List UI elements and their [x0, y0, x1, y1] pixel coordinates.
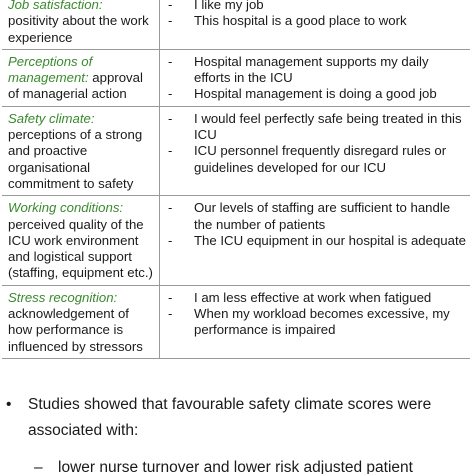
table-row [2, 285, 470, 358]
factor-description: acknowledgement of how performance is influenced by stressors [8, 306, 143, 354]
factor-cell [2, 196, 160, 285]
dash-marker: - [168, 0, 173, 12]
item-list [168, 111, 468, 176]
factor-cell [2, 0, 160, 49]
safety-attitudes-table [2, 0, 470, 359]
dash-marker: - [168, 306, 173, 322]
items-cell [160, 285, 471, 358]
item-text: This hospital is a good place to work [194, 13, 407, 29]
factor-name: Stress recognition: [8, 289, 118, 305]
factor-name: Working conditions: [8, 200, 124, 216]
item-text: Hospital management supports my daily efforts in the ICU [194, 53, 429, 86]
factor-name: Safety climate: [8, 110, 95, 126]
dash-marker: - [168, 143, 173, 159]
factor-name: Perceptions of management: [8, 53, 93, 86]
list-item [168, 290, 468, 306]
item-text: I am less effective at work when fatigued [194, 289, 432, 305]
table-row [2, 106, 470, 195]
list-item [168, 0, 468, 13]
dash-marker: - [168, 53, 173, 69]
list-item [168, 13, 468, 29]
table-row [2, 0, 470, 49]
sub-bullet-item [6, 455, 474, 474]
list-item [168, 54, 468, 87]
list-item [168, 200, 468, 233]
dash-marker: - [168, 110, 173, 126]
dash-marker: - [168, 200, 173, 216]
dash-marker: - [168, 13, 173, 29]
factor-description: perceived quality of the ICU work environment and logistical support (staffing, equipment etc.) [8, 216, 153, 281]
item-list [168, 0, 468, 30]
item-list [168, 290, 468, 339]
dash-marker: - [168, 232, 173, 248]
factor-description: positivity about the work experience [8, 13, 149, 45]
item-list [168, 200, 468, 249]
items-cell [160, 0, 471, 49]
dash-marker: - [168, 289, 173, 305]
factor-cell [2, 49, 160, 106]
item-text: Our levels of staffing are sufficient to handle the number of patients [194, 200, 451, 232]
items-cell [160, 196, 471, 285]
table-row [2, 49, 470, 106]
list-item [168, 306, 468, 339]
item-text: The ICU equipment in our hospital is adequate [194, 232, 466, 248]
sub-bullet-text: lower nurse turnover and lower risk adjusted patient [58, 459, 413, 474]
table-row [2, 196, 470, 285]
items-cell [160, 49, 471, 106]
dash-marker: - [168, 86, 173, 102]
item-text: When my workload becomes excessive, my performance is impaired [194, 306, 450, 338]
bullet-text: Studies showed that favourable safety climate scores were associated with: [28, 396, 432, 439]
list-item [168, 143, 468, 176]
list-item [168, 86, 468, 102]
factor-description: approval of managerial action [8, 70, 143, 102]
factor-description: perceptions of a strong and proactive organisational commitment to safety [8, 127, 143, 191]
list-item [168, 233, 468, 249]
items-cell [160, 106, 471, 195]
list-item [168, 111, 468, 144]
sub-dash-marker: – [34, 459, 43, 474]
item-text: I like my job [194, 0, 264, 12]
item-list [168, 54, 468, 103]
item-text: Hospital management is doing a good job [194, 86, 437, 102]
factor-cell [2, 106, 160, 195]
bullet-dot-icon: • [6, 396, 12, 413]
bullet-item [6, 392, 474, 444]
item-text: ICU personnel frequently disregard rules or guidelines developed for our ICU [194, 143, 447, 175]
factor-cell [2, 285, 160, 358]
factor-name: Job satisfaction: [8, 0, 103, 12]
item-text: I would feel perfectly safe being treated in this ICU [194, 110, 462, 143]
bullet-list [6, 392, 474, 474]
